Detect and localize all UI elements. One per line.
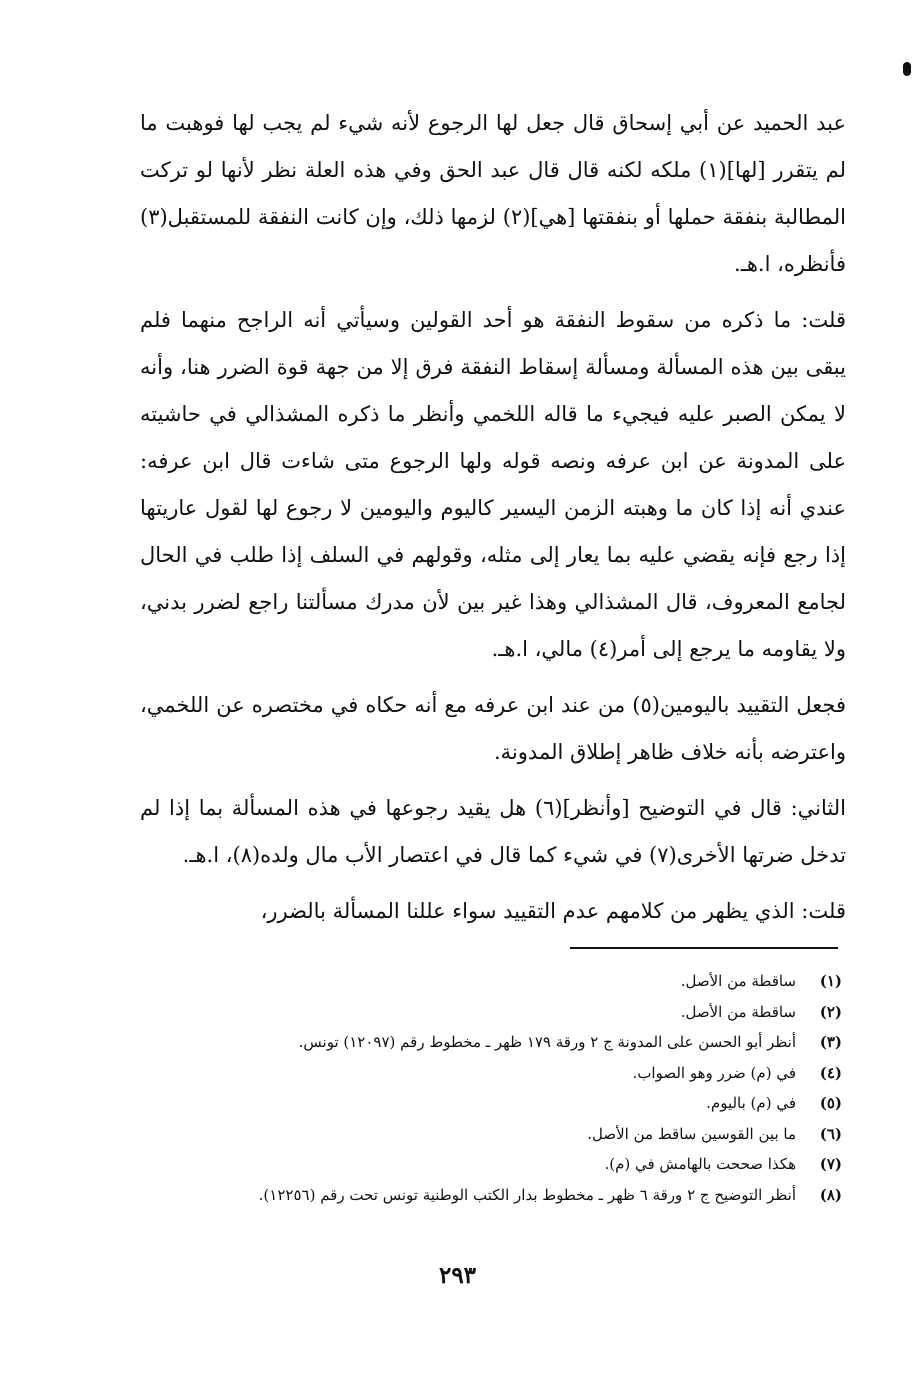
paragraph-2: قلت: ما ذكره من سقوط النفقة هو أحد القولين وسيأتي أنه الراجح منهما فلم يبقى بين هذه المسألة ومسألة إسقاط النفقة فرق إلا من جهة قوة الضرر هنا، وأنه لا يمكن الصبر عليه فيجيء ما قاله اللخمي وأنظر ما ذكره المشذالي في حاشيته على المدونة عن ابن عرفه ونصه قوله ولها الرجوع متى شاءت قال ابن عرفه: عندي أنه إذا كان ما وهبته الزمن اليسير كاليوم واليومين لا رجوع لها لقول عاريتها إذا رجع فإنه يقضي عليه بما يعار إلى مثله، وقولهم في السلف إذا طلب في الحال لجامع المعروف، قال المشذالي وهذا غير بين لأن مدرك مسألتنا راجع لضرر بدني، ولا يقاومه ما يرجع إلى أمر(٤) مالي، ا.هـ. <box>140 308 846 661</box>
scan-edge-mark <box>903 62 911 76</box>
footnotes-list <box>140 966 846 1210</box>
footnote-number: (٧) <box>819 1155 842 1173</box>
footnote-text: ساقطة من الأصل. <box>680 972 796 990</box>
footnote-text: أنظر التوضيح ج ٢ ورقة ٦ ظهر ـ مخطوط بدار الكتب الوطنية تونس تحت رقم (١٢٢٥٦). <box>258 1185 796 1204</box>
footnote-number: (٤) <box>819 1063 842 1082</box>
main-text <box>140 100 846 944</box>
footnote-number: (٣) <box>819 1033 842 1051</box>
footnote-text: أنظر أبو الحسن على المدونة ج ٢ ورقة ١٧٩ ظهر ـ مخطوط رقم (١٢٠٩٧) تونس. <box>298 1033 796 1051</box>
footnote-number: (١) <box>819 972 842 990</box>
footnote-number: (٥) <box>819 1094 842 1112</box>
footnote-divider <box>570 947 838 949</box>
paragraph-1: عبد الحميد عن أبي إسحاق قال جعل لها الرجوع لأنه شيء لم يجب لها فوهبت ما لم يتقرر [لها](١) ملكه لكنه قال قال عبد الحق وفي هذه العلة نظر لأنها لو تركت المطالبة بنفقة حملها أو بنفقتها [هي](٢) لزمها ذلك، وإن كانت النفقة للمستقبل(٣) فأنظره، ا.هـ. <box>140 111 846 276</box>
footnote-text: في (م) ضرر وهو الصواب. <box>632 1063 796 1082</box>
footnote-item <box>140 1027 846 1058</box>
footnote-item <box>140 1119 846 1150</box>
paragraph-5: قلت: الذي يظهر من كلامهم عدم التقييد سواء عللنا المسألة بالضرر، <box>260 899 846 923</box>
footnote-item <box>140 966 846 997</box>
paragraph-3: فجعل التقييد باليومين(٥) من عند ابن عرفه مع أنه حكاه في مختصره عن اللخمي، واعترضه بأنه خلاف ظاهر إطلاق المدونة. <box>140 693 846 764</box>
footnote-text: ساقطة من الأصل. <box>680 1002 796 1021</box>
footnote-item <box>140 997 846 1028</box>
footnote-number: (٦) <box>819 1124 842 1143</box>
footnote-text: في (م) باليوم. <box>706 1094 796 1112</box>
footnote-text: ما بين القوسين ساقط من الأصل. <box>587 1124 796 1143</box>
footnote-text: هكذا صححت بالهامش في (م). <box>604 1155 796 1173</box>
paragraph-4: الثاني: قال في التوضيح [وأنظر](٦) هل يقيد رجوعها في هذه المسألة بما إذا لم تدخل ضرتها الأخرى(٧) في شيء كما قال في اعتصار الأب مال ولده(٨)، ا.هـ. <box>140 796 846 867</box>
footnote-item <box>140 1149 846 1180</box>
page-number: ٢٩٣ <box>438 1262 477 1289</box>
footnote-item <box>140 1058 846 1089</box>
footnote-number: (٨) <box>819 1185 842 1204</box>
footnote-number: (٢) <box>819 1002 842 1021</box>
footnote-item <box>140 1180 846 1211</box>
footnote-item <box>140 1088 846 1119</box>
